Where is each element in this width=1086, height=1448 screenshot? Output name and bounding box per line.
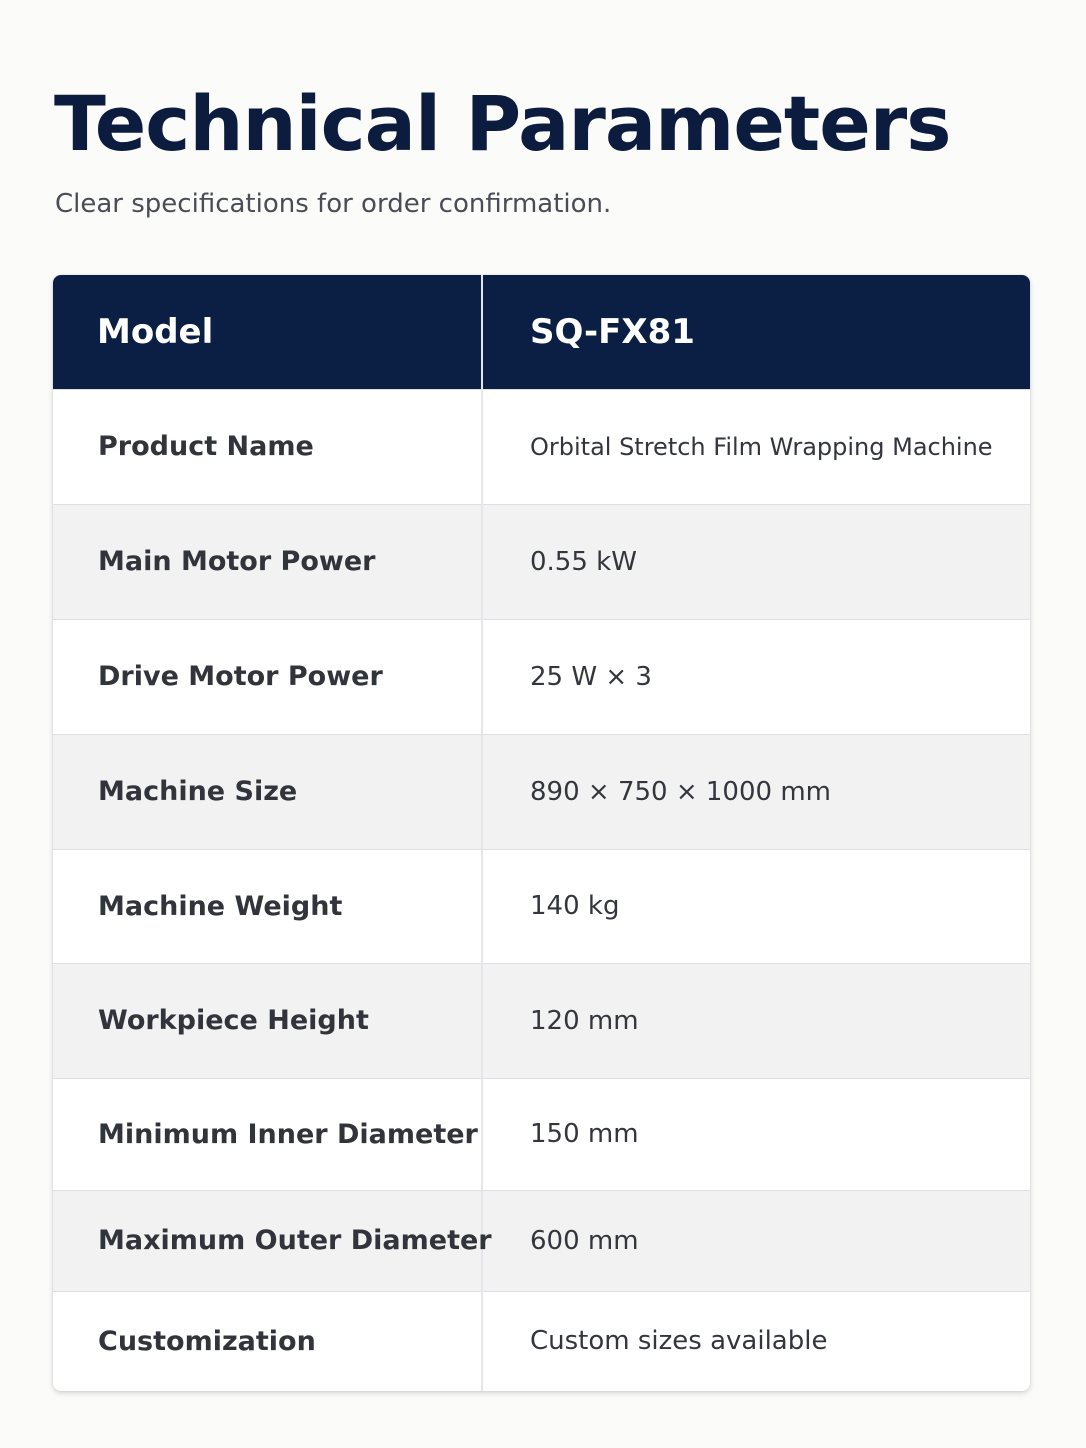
header-row xyxy=(53,275,1030,389)
header-model-value: SQ-FX81 xyxy=(482,275,1030,389)
row-value: 0.55 kW xyxy=(482,504,1030,619)
table-row-machine-size xyxy=(53,734,1030,849)
row-label: Minimum Inner Diameter xyxy=(53,1078,482,1190)
row-value: 600 mm xyxy=(482,1190,1030,1291)
row-value: 150 mm xyxy=(482,1078,1030,1190)
row-label: Workpiece Height xyxy=(53,963,482,1078)
table-row-product-name xyxy=(53,389,1030,504)
table-row-maximum-outer-diameter xyxy=(53,1190,1030,1291)
row-label: Product Name xyxy=(53,389,482,504)
row-label: Machine Size xyxy=(53,734,482,849)
row-label: Drive Motor Power xyxy=(53,619,482,734)
page-title: Technical Parameters xyxy=(54,79,951,168)
table-row-minimum-inner-diameter xyxy=(53,1078,1030,1190)
page-subtitle: Clear specifications for order confirmation. xyxy=(55,189,612,219)
row-label: Maximum Outer Diameter xyxy=(53,1190,482,1291)
row-value: 140 kg xyxy=(482,849,1030,963)
row-label: Main Motor Power xyxy=(53,504,482,619)
row-label: Customization xyxy=(53,1291,482,1391)
row-label: Machine Weight xyxy=(53,849,482,963)
row-value: 25 W × 3 xyxy=(482,619,1030,734)
row-value: 890 × 750 × 1000 mm xyxy=(482,734,1030,849)
table-row-customization xyxy=(53,1291,1030,1391)
table-row-drive-motor-power xyxy=(53,619,1030,734)
table-row-workpiece-height xyxy=(53,963,1030,1078)
row-value: Custom sizes available xyxy=(482,1291,1030,1391)
spec-table-body xyxy=(53,389,1030,1391)
row-value: 120 mm xyxy=(482,963,1030,1078)
header-model-label: Model xyxy=(97,311,214,352)
row-value: Orbital Stretch Film Wrapping Machine xyxy=(482,389,1030,504)
spec-table-card xyxy=(53,275,1030,1391)
table-row-machine-weight xyxy=(53,849,1030,963)
table-row-main-motor-power xyxy=(53,504,1030,619)
spec-table-header xyxy=(53,275,1030,389)
spec-table xyxy=(53,275,1030,1391)
